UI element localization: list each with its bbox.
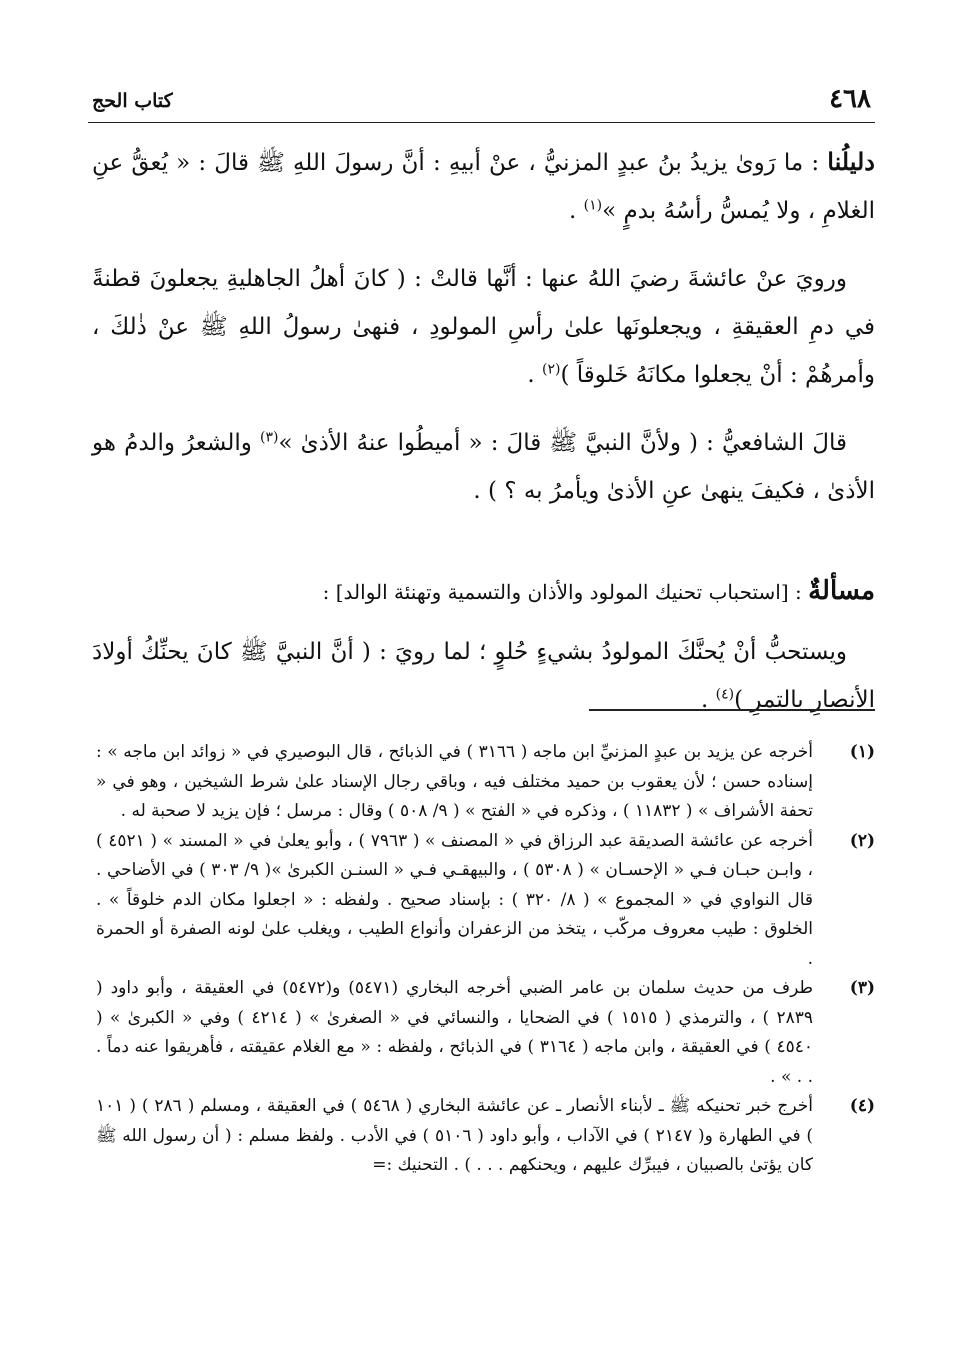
paragraph-end: . xyxy=(700,687,716,713)
footnotes xyxy=(96,738,875,1181)
page-header xyxy=(88,82,875,123)
footnote-number: (١) xyxy=(849,742,875,762)
footnote-text: أخرجه عن عائشة الصديقة عبد الرزاق في « المصنف » ( ٧٩٦٣ ) ، وأبو يعلىٰ في « المسند » ( ٤٥٢١ ) ، وابـن حبـان فـي « الإحسـان » ( ٥٣٠٨ ) ، والبيهقـي فـي « السنـن الكبرىٰ »( ٩/ ٣٠٣ ) في الأضاحي . قال النواوي في « المجموع » ( ٨/ ٣٢٠ ) : بإسناد صحيح . ولفظه : « اجعلوا مكان الدم خلوقاً » . الخلوق : طيب معروف مركّب ، يتخذ من الزعفران وأنواع الطيب ، ويغلب علىٰ لونه الصفرة أو الحمرة . xyxy=(96,830,813,969)
masala-heading xyxy=(92,567,875,616)
footnote-text: طرف من حديث سلمان بن عامر الضبي أخرجه البخاري (٥٤٧١) و(٥٤٧٢) في العقيقة ، وأبو داود ( ٢٨٣٩ ) ، والترمذي ( ١٥١٥ ) في الضحايا ، والنسائي في « الصغرىٰ » ( ٤٢١٤ ) وفي « الكبرىٰ » ( ٤٥٤٠ ) في العقيقة ، وابن ماجه ( ٣١٦٤ ) في الذبائح ، ولفظه : « مع الغلام عقيقته ، فأهريقوا عنه دماً . . . » . xyxy=(96,978,814,1087)
paragraph-text: قالَ الشافعيُّ : ( ولأنَّ النبيَّ ﷺ قالَ : « أميطُوا عنهُ الأذىٰ » xyxy=(278,430,848,456)
main-text xyxy=(92,138,875,744)
paragraph-end: . xyxy=(527,362,542,388)
paragraph-aisha xyxy=(92,255,875,399)
book-title: كتاب الحج xyxy=(92,90,173,112)
footnote-ref-3[interactable]: (٣) xyxy=(259,429,279,446)
footnote-ref-1[interactable]: (١) xyxy=(583,197,603,214)
footnote-1 xyxy=(96,738,875,827)
footnote-text: أخرجه عن يزيد بن عبدٍ المزنيِّ ابن ماجه ( ٣١٦٦ ) في الذبائح ، قال البوصيري في « زوائد ابن ماجه » : إسناده حسن ؛ لأن يعقوب بن حميد مختلف فيه ، وباقي رجال الإسناد علىٰ شرط الشيخين ، وهو في « تحفة الأشراف » ( ١١٨٣٢ ) ، وذكره في « الفتح » ( ٩/ ٥٠٨ ) وقال : مرسل ؛ فإن يزيد لا صحبة له . xyxy=(96,742,813,821)
paragraph-text: ويستحبُّ أنْ يُحنَّكَ المولودُ بشيءٍ حُلوٍ ؛ لما رويَ : ( أنَّ النبيَّ ﷺ كانَ يحنِّكُ أولادَ الأنصارِ بالتمرِ ) xyxy=(92,639,875,713)
footnote-number: (٢) xyxy=(849,830,875,851)
paragraph-text-continued: والشعرُ والدمُ هو الأذىٰ ، فكيفَ ينهىٰ عنِ الأذىٰ ويأمرُ به ؟ ) . xyxy=(92,430,875,504)
footnote-text: أخرج خبر تحنيكه ﷺ ـ لأبناء الأنصار ـ عن عائشة البخاري ( ٥٤٦٨ ) في العقيقة ، ومسلم ( ٢٨٦ ) ( ١٠١ ) في الطهارة و( ٢١٤٧ ) في الآداب ، وأبو داود ( ٥١٠٦ ) في الأدب . ولفظ مسلم : ( أن رسول الله ﷺ كان يؤتىٰ بالصبيان ، فيبرِّك عليهم ، ويحنكهم . . . ) . التحنيك := xyxy=(96,1096,813,1175)
masala-title: : [استحباب تحنيك المولود والأذان والتسمية وتهنئة الوالد] : xyxy=(322,580,809,604)
paragraph-text: ورويَ عنْ عائشةَ رضيَ اللهُ عنها : أنَّها قالتْ : ( كانَ أهلُ الجاهليةِ يجعلونَ قطنةً في دمِ العقيقةِ ، ويجعلونَها علىٰ رأسِ المولودِ ، فنهىٰ رسولُ اللهِ ﷺ عنْ ذٰلكَ ، وأمرهُمْ : أنْ يجعلوا مكانَهُ خَلوقاً ) xyxy=(92,266,875,388)
footnote-number: (٤) xyxy=(849,1096,875,1116)
paragraph-shafii xyxy=(92,419,875,515)
paragraph-end: . xyxy=(569,198,584,224)
paragraph-lead: دليلُنا xyxy=(827,147,875,176)
footnote-ref-2[interactable]: (٢) xyxy=(542,361,561,378)
footnote-separator xyxy=(589,709,875,711)
page-number: ٤٦٨ xyxy=(829,84,871,114)
paragraph-text: : ما رَوىٰ يزيدُ بنُ عبدٍ المزنيُّ ، عنْ أبيهِ : أنَّ رسولَ اللهِ ﷺ قالَ : « يُعقُّ عنِ الغلامِ ، ولا يُمسُّ رأسُهُ بدمٍ » xyxy=(92,150,875,224)
footnote-number: (٣) xyxy=(849,978,875,998)
footnote-2 xyxy=(96,827,875,975)
footnote-3 xyxy=(96,974,875,1092)
paragraph-evidence xyxy=(92,138,875,235)
masala-label: مسألةٌ xyxy=(808,576,875,606)
footnote-4 xyxy=(96,1092,875,1181)
footnote-ref-4[interactable]: (٤) xyxy=(715,686,735,703)
